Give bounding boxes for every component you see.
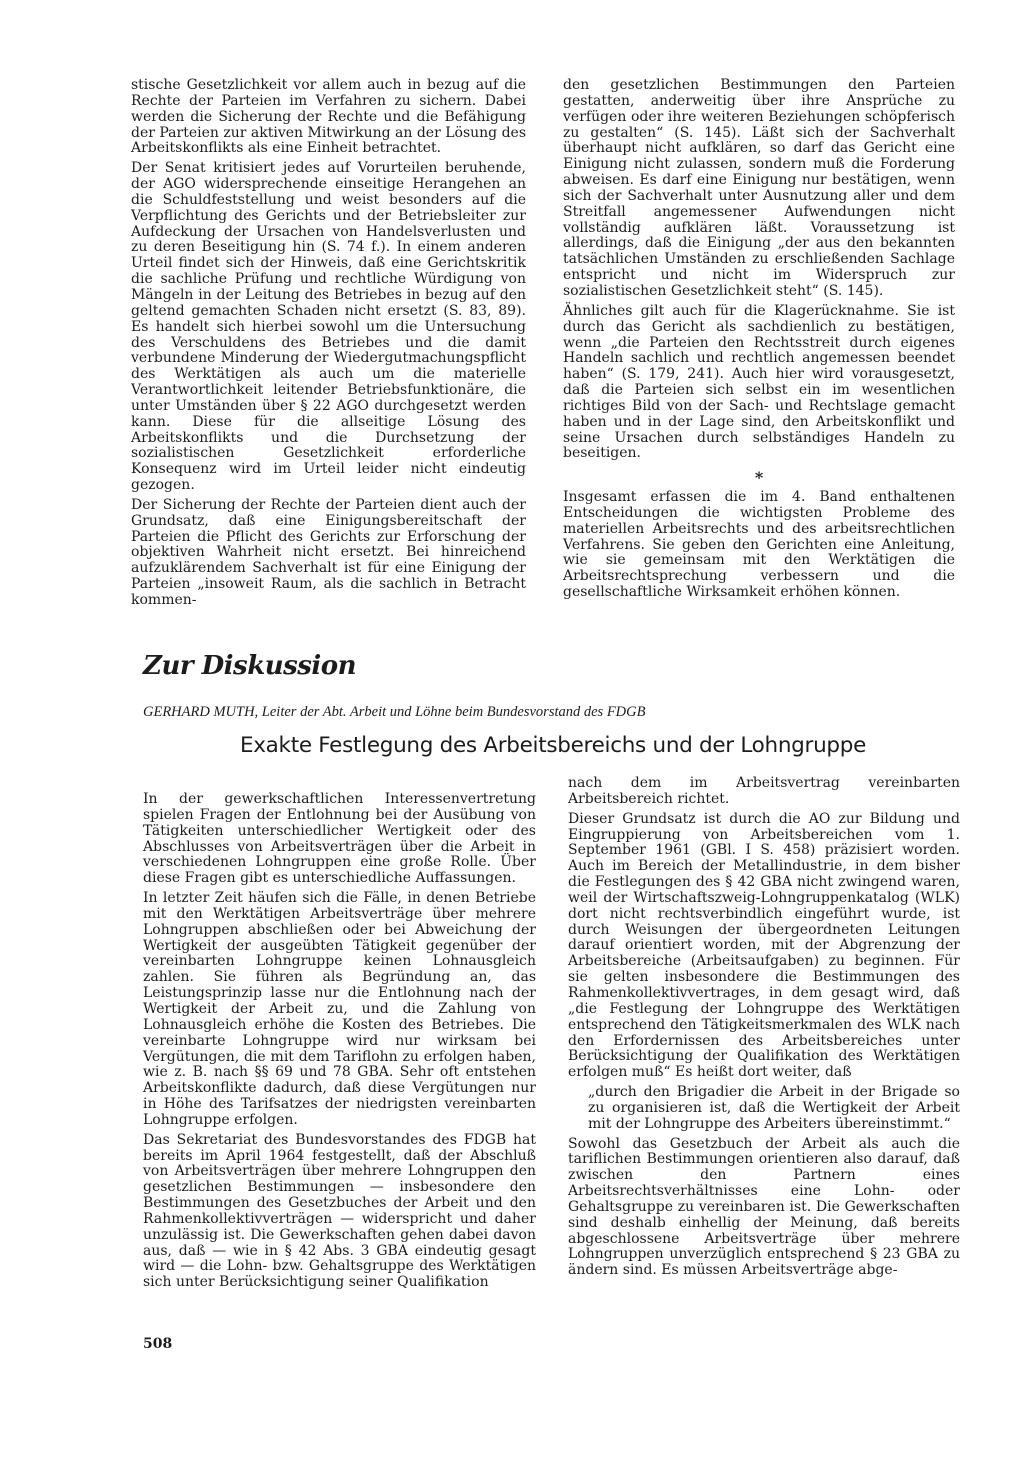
page-number: 508 [143,1336,173,1352]
paragraph: Dieser Grundsatz ist durch die AO zur Bildung und Eingruppierung von Arbeitsbereichen vom 1. September 1961 (GBl. I S. 458) präzisiert worden. Auch im Bereich der Metallindustrie, in dem bisher die Festlegungen des § 42 GBA nicht zwingend waren, weil der Wirtschaftszweig-Lohngruppenkatalog (WLK) dort nicht rechtsverbindlich eingeführt wurde, ist durch Weisungen der übergeordneten Leitungen darauf orientiert worden, mit der Abgrenzung der Arbeitsbereiche (Arbeitsaufgaben) zu beginnen. Für sie gelten insbesondere die Bestimmungen des Rahmenkollektivvertrages, in dem gesagt wird, daß „die Festlegung der Lohngruppe des Werktätigen entsprechend den Tätigkeitsmerkmalen des WLK nach den Erfordernissen des Arbeitsbereiches unter Berücksichtigung der Qualifikation des Werktätigen erfolgen muß“ Es heißt dort weiter, daß [568,810,960,1081]
paragraph: In der gewerkschaftlichen Interessenvertretung spielen Fragen der Entlohnung bei der Ausübung von Tätigkeiten unterschiedlicher Wertigkeit oder des Abschlusses von Arbeitsverträgen über die Arbeit in verschiedenen Lohngruppen eine große Rolle. Über diese Fragen gibt es unterschiedliche Auffassungen. [143,791,536,887]
paragraph: Sowohl das Gesetzbuch der Arbeit als auch die tariflichen Bestimmungen orientieren also darauf, daß zwischen den Partnern eines Arbeitsrechtsverhältnisses eine Lohn- oder Gehaltsgruppe zu vereinbaren ist. Die Gewerkschaften sind deshalb einhellig der Meinung, daß bereits abgeschlossene Arbeitsverträge über mehrere Lohngruppen unverzüglich entsprechend § 23 GBA zu ändern sind. Es müssen Arbeitsverträge abge- [568,1135,960,1279]
paragraph: Das Sekretariat des Bundesvorstandes des FDGB hat bereits im April 1964 festgestellt, daß der Abschluß von Arbeitsverträgen über mehrere Lohngruppen den gesetzlichen Bestimmungen — insbesondere den Bestimmungen des Gesetzbuches der Arbeit und den Rahmenkollektivverträgen — widerspricht und daher unzulässig ist. Die Gewerkschaften gehen dabei davon aus, daß — wie in § 42 Abs. 3 GBA eindeutig gesagt wird — die Lohn- bzw. Gehaltsgruppe des Werktätigen sich unter Berücksichtigung seiner Qualifikation [143,1131,536,1291]
paragraph: den gesetzlichen Bestimmungen den Parteien gestatten, anderweitig über ihre Ansprüche zu verfügen oder ihre weiteren Beziehungen schöpferisch zu gestalten“ (S. 145). Läßt sich der Sachverhalt überhaupt nicht aufklären, so darf das Gericht eine Einigung nicht zulassen, sondern muß die Forderung abweisen. Es darf eine Einigung nur bestätigen, wenn sich der Sachverhalt unter Ausnutzung aller und dem Streitfall angemessener Aufwendungen nicht vollständig aufklären läßt. Voraussetzung ist allerdings, daß die Einigung „der aus den bekannten tatsächlichen Umständen zu erschließenden Sachlage entspricht und nicht im Widerspruch zur sozialistischen Gesetzlichkeit steht“ (S. 145). [563,77,955,299]
paragraph: Der Senat kritisiert jedes auf Vorurteilen beruhende, der AGO widersprechende einseitige Herangehen an die Schuldfeststellung und weist besonders auf die Verpflichtung des Gerichts und der Betriebsleiter zur Aufdeckung der Ursachen von Handelsverlusten und zu deren Beseitigung hin (S. 74 f.). In einem anderen Urteil findet sich der Hinweis, daß eine Gerichtskritik die sachliche Prüfung und rechtliche Würdigung von Mängeln in der Leitung des Betriebes in bezug auf den geltend gemachten Schaden nicht ersetzt (S. 83, 89). Es handelt sich hierbei sowohl um die Untersuchung des Verschuldens des Betriebes und die damit verbundene Minderung der Wiedergutmachungspflicht des Werktätigen als auch um die materielle Verantwortlichkeit leitender Betriebsfunktionäre, die unter Umständen über § 22 AGO durchgesetzt werden kann. Diese für die allseitige Lösung des Arbeitskonflikts und die Durchsetzung der sozialistischen Gesetzlichkeit erforderliche Konsequenz wird im Urteil leider nicht eindeutig gezogen. [131,160,526,494]
bottom-right-column [568,776,960,1283]
closing-paragraph: Insgesamt erfassen die im 4. Band enthaltenen Entscheidungen die wichtigsten Probleme des materiellen Arbeitsrechts und des arbeitsrechtlichen Verfahrens. Sie geben den Gerichten eine Anleitung, wie sie gemeinsam mit den Werktätigen die Arbeitsrechtsprechung verbessern und die gesellschaftliche Wirksamkeit erhöhen können. [563,489,955,601]
bottom-left-column [143,792,536,1295]
article-title: Exakte Festlegung des Arbeitsbereichs und der Lohngruppe [239,733,867,758]
paragraph: Der Sicherung der Rechte der Parteien dient auch der Grundsatz, daß eine Einigungsbereitschaft der Parteien die Pflicht des Gerichts zur Erforschung der objektiven Wahrheit nicht ersetzt. Bei hinreichend aufzuklärendem Sachverhalt ist für eine Einigung der Parteien „insoweit Raum, als die sachlich in Betracht kommen- [131,496,526,608]
author-byline: GERHARD MUTH, Leiter der Abt. Arbeit und Löhne beim Bundesvorstand des FDGB [143,704,646,720]
top-right-column [563,78,955,605]
paragraph: Ähnliches gilt auch für die Klagerücknahme. Sie ist durch das Gericht als sachdienlich zu bestätigen, wenn „die Parteien den Rechtsstreit durch eigenes Handeln sachlich und rechtlich angemessen beendet haben“ (S. 179, 241). Auch hier wird vorausgesetzt, daß die Parteien sich selbst ein im wesentlichen richtiges Bild von der Sach- und Rechtslage gemacht haben und in der Lage sind, den Arbeitskonflikt und seine Ursachen durch selbständiges Handeln zu beseitigen. [563,302,955,462]
section-separator: * [754,468,764,488]
paragraph: stische Gesetzlichkeit vor allem auch in bezug auf die Rechte der Parteien im Verfahren zu sichern. Dabei werden die Sicherung der Rechte und die Befähigung der Parteien zur aktiven Mitwirkung an der Lösung des Arbeitskonflikts als eine Einheit betrachtet. [131,77,527,157]
top-left-column [131,78,526,613]
paragraph: In letzter Zeit häufen sich die Fälle, in denen Betriebe mit den Werktätigen Arbeitsverträge über mehrere Lohngruppen abschließen oder bei Abweichung der Wertigkeit der ausgeübten Tätigkeit gegenüber der vereinbarten Lohngruppe keinen Lohnausgleich zahlen. Sie führen als Begründung an, das Leistungsprinzip lasse nur die Entlohnung nach der Wertigkeit der Arbeit zu, und die Zahlung von Lohnausgleich erhöhe die Kosten des Betriebes. Die vereinbarte Lohngruppe wird nur wirksam bei Vergütungen, die mit dem Tariflohn zu erfolgen haben, wie z. B. nach §§ 69 und 78 GBA. Sehr oft entstehen Arbeitskonflikte dadurch, daß diese Vergütungen nur in Höhe des Tarifsatzes der niedrigsten vereinbarten Lohngruppe erfolgen. [143,890,536,1128]
block-quote: „durch den Brigadier die Arbeit in der Brigade so zu organisieren ist, daß die Wertigkeit der Arbeit mit der Lohngruppe des Arbeiters übereinstimmt.“ [588,1084,960,1132]
section-heading: Zur Diskussion [143,651,357,681]
paragraph: nach dem im Arbeitsvertrag vereinbarten Arbeitsbereich richtet. [568,775,960,807]
